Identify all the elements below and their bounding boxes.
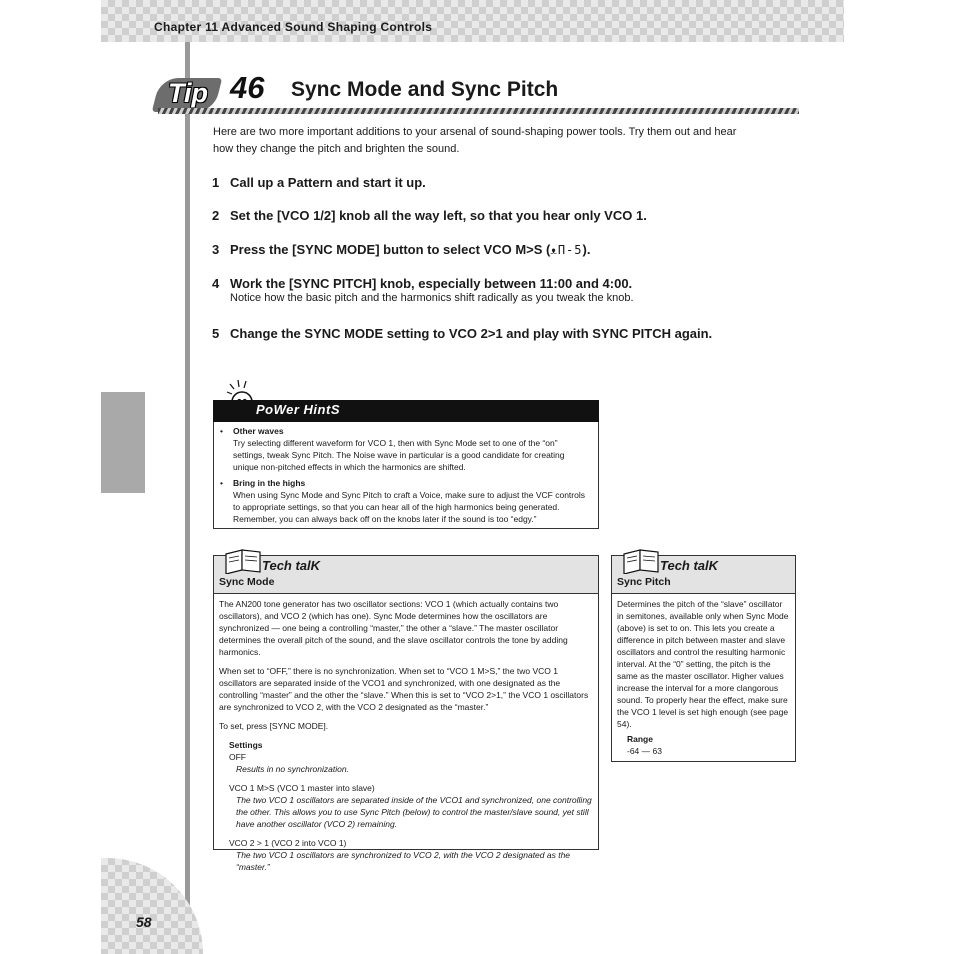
tech-talk-title: Tech talK — [660, 558, 719, 573]
paragraph: Determines the pitch of the “slave” oscillator in semitones, available only when Sync Mode (above) is set to on. This lets you create a difference in pitch between master and slave oscillators and control the resulting harmonic interval. At the “0” setting, the pitch is the same as the master oscillator. Higher values increase the interval for a more clangorous sound. To properly hear the effect, make sure the VCO 1 level is set high enough (see page 54). — [617, 599, 789, 729]
step-1 — [212, 174, 752, 191]
power-hints-title: PoWer HintS — [256, 402, 340, 417]
step-3 — [212, 241, 752, 259]
paragraph: To set, press [SYNC MODE]. — [219, 721, 329, 731]
step-text: Change the SYNC MODE setting to VCO 2>1 and play with SYNC PITCH again. — [230, 326, 713, 341]
hint-body: Try selecting different waveform for VCO 1, then with Sync Mode set to one of the “on” settings, tweak Sync Pitch. The Noise wave in particular is a good candidate for creating unique non-pitched effects in which the harmonics are shifted. — [233, 438, 565, 472]
tech-talk-body — [219, 598, 593, 880]
setting-desc: Results in no synchronization. — [236, 764, 349, 774]
settings-label: Settings — [229, 740, 263, 750]
hint-item — [220, 425, 588, 473]
chapter-label: Chapter 11 Advanced Sound Shaping Controls — [154, 20, 433, 34]
tip-word: Tip — [168, 78, 208, 108]
setting-name: VCO 1 M>S (VCO 1 master into slave) — [229, 783, 375, 793]
step-text-wrap — [230, 241, 740, 259]
bullet: • — [220, 478, 223, 488]
tip-number: 46 — [230, 70, 265, 105]
step-text: Press the [SYNC MODE] button to select VCO M>S ( — [230, 242, 551, 257]
setting-name: OFF — [229, 752, 246, 762]
setting-desc: The two VCO 1 oscillators are separated inside of the VCO1 and synchronized, one controlling the other. This allows you to use Sync Pitch (below) to control the master/slave sound, yet still have another oscillator (VCO 2) remaining. — [236, 795, 592, 829]
margin-rule — [185, 42, 190, 954]
chapter-tab — [101, 392, 145, 493]
range-value: -64 — 63 — [627, 746, 662, 756]
tech-talk-subtitle: Sync Pitch — [617, 576, 671, 588]
step-number: 2 — [212, 208, 220, 223]
step-number: 1 — [212, 175, 220, 190]
hint-item — [220, 477, 588, 525]
range-label: Range — [627, 734, 653, 744]
bullet: • — [220, 426, 223, 436]
step-text: Call up a Pattern and start it up. — [230, 175, 426, 190]
step-text: Set the [VCO 1/2] knob all the way left, so that you hear only VCO 1. — [230, 208, 647, 223]
paragraph: When set to “OFF,” there is no synchronization. When set to “VCO 1 M>S,” the two VCO 1 oscillators are separated inside of the VCO1 and synchronized, with one designated as the controlling “master” and the other the “slave.” When this is set to “VCO 2>1,” the VCO 1 oscillators are synchronized to VCO 2, with the VCO 2 designated as the “master.” — [219, 666, 589, 712]
step-5 — [212, 325, 752, 342]
paragraph: The AN200 tone generator has two oscillator sections: VCO 1 (which actually contains two oscillators), and VCO 2 (which has one). Sync Mode determines how the oscillators are synchronized — one being a controlling “master,” the other a “slave.” The master oscillator determines the overall pitch of the sound, and the slave oscillator controls the tone by adding harmonics. — [219, 599, 568, 657]
intro-paragraph: Here are two more important additions to your arsenal of sound-shaping power tools. Try them out and hear how they change the pitch and brighten the sound. — [213, 126, 737, 155]
book-icon — [224, 548, 262, 574]
book-icon — [622, 548, 660, 574]
hint-heading: Other waves — [233, 426, 284, 436]
step-text-tail: ). — [582, 242, 591, 257]
step-2 — [212, 207, 752, 224]
step-4-note: Notice how the basic pitch and the harmonics shift radically as you tweak the knob. — [230, 292, 634, 304]
tech-talk-title: Tech talK — [262, 558, 321, 573]
setting-desc: The two VCO 1 oscillators are synchronized to VCO 2, with the VCO 2 designated as the “master.” — [236, 850, 571, 872]
step-number: 4 — [212, 276, 220, 291]
lcd-display: ᴥП-5 — [550, 243, 583, 257]
step-text: Work the [SYNC PITCH] knob, especially between 11:00 and 4:00. — [230, 276, 633, 291]
step-number: 3 — [212, 242, 220, 257]
tech-talk-subtitle: Sync Mode — [219, 576, 275, 588]
tech-talk-sync-mode — [213, 555, 599, 872]
hint-body: When using Sync Mode and Sync Pitch to craft a Voice, make sure to adjust the VCF controls to appropriate settings, so that you can hear all of the high harmonics being generated. Remember, you can always back off on the knobs later if the sound is too “edgy.” — [233, 490, 585, 524]
setting-name: VCO 2 > 1 (VCO 2 into VCO 1) — [229, 838, 347, 848]
step-number: 5 — [212, 326, 220, 341]
hint-heading: Bring in the highs — [233, 478, 306, 488]
step-4 — [212, 275, 752, 292]
page-title: Sync Mode and Sync Pitch — [291, 78, 559, 101]
page-number: 58 — [136, 914, 152, 930]
tech-talk-body — [617, 598, 791, 757]
title-rule — [158, 108, 799, 114]
tech-talk-sync-pitch — [611, 555, 796, 762]
